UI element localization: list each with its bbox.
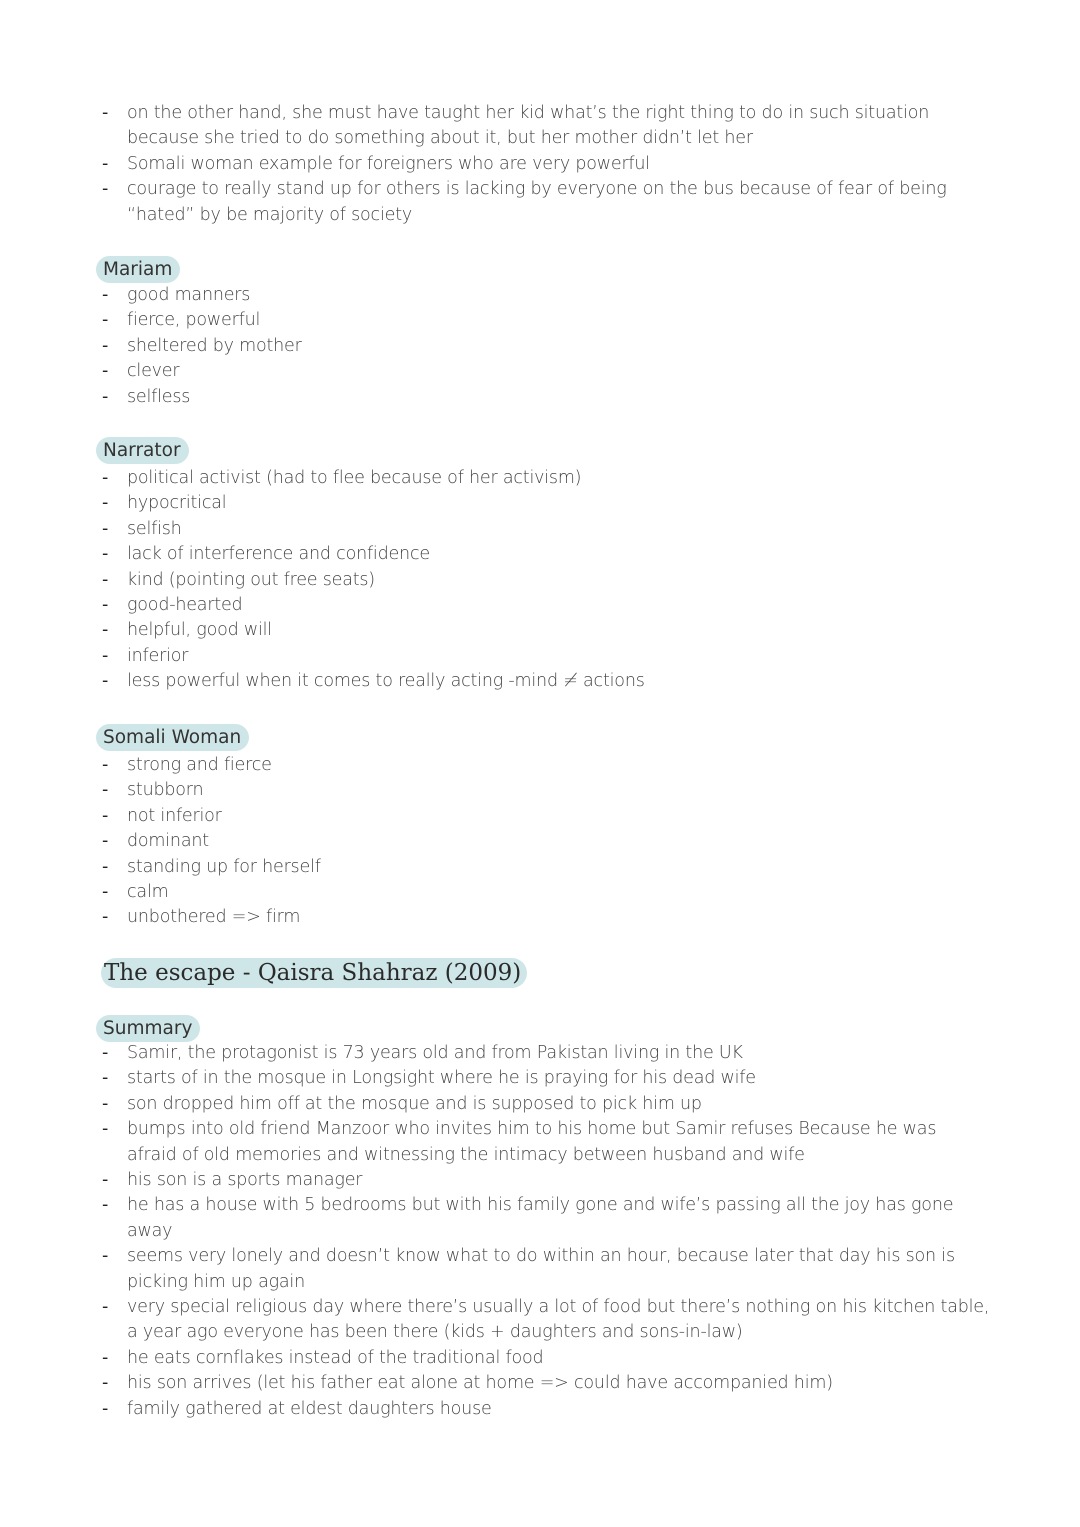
list-item: - good manners bbox=[100, 283, 990, 308]
narrator-bullet-list bbox=[100, 466, 990, 695]
list-item: - on the other hand, she must have taught her kid what’s the right thing to do in such situation because she tried to do something about it, but her mother didn’t let her bbox=[100, 101, 990, 152]
list-item: - his son is a sports manager bbox=[100, 1168, 990, 1193]
list-item: - he eats cornflakes instead of the traditional food bbox=[100, 1346, 990, 1371]
list-item: - helpful, good will bbox=[100, 618, 990, 643]
section-heading-mariam: Mariam bbox=[96, 256, 180, 283]
list-item: - stubborn bbox=[100, 778, 990, 803]
intro-bullet-list bbox=[100, 101, 990, 228]
list-item: - bumps into old friend Manzoor who invites him to his home but Samir refuses Because he was afraid of old memories and witnessing the intimacy between husband and wife bbox=[100, 1117, 990, 1168]
list-item: - clever bbox=[100, 359, 990, 384]
list-item: - Somali woman example for foreigners who are very powerful bbox=[100, 152, 990, 177]
list-item: - dominant bbox=[100, 829, 990, 854]
list-item: - lack of interference and confidence bbox=[100, 542, 990, 567]
summary-bullet-list bbox=[100, 1041, 990, 1422]
section-heading-somali-woman: Somali Woman bbox=[96, 724, 249, 751]
list-item: - selfish bbox=[100, 517, 990, 542]
list-item: - starts of in the mosque in Longsight where he is praying for his dead wife bbox=[100, 1066, 990, 1091]
list-item: - inferior bbox=[100, 644, 990, 669]
somali-woman-bullet-list bbox=[100, 753, 990, 931]
list-item: - very special religious day where there’s usually a lot of food but there’s nothing on his kitchen table, a year ago everyone has been there (kids + daughters and sons-in-law) bbox=[100, 1295, 990, 1346]
list-item: - courage to really stand up for others is lacking by everyone on the bus because of fear of being “hated” by be majority of society bbox=[100, 177, 990, 228]
list-item: - family gathered at eldest daughters house bbox=[100, 1397, 990, 1422]
list-item: - fierce, powerful bbox=[100, 308, 990, 333]
section-heading-summary: Summary bbox=[96, 1015, 200, 1042]
list-item: - good-hearted bbox=[100, 593, 990, 618]
list-item: - selfless bbox=[100, 385, 990, 410]
list-item: - standing up for herself bbox=[100, 855, 990, 880]
list-item: - less powerful when it comes to really acting -mind ≠ actions bbox=[100, 669, 990, 694]
list-item: - not inferior bbox=[100, 804, 990, 829]
list-item: - son dropped him off at the mosque and is supposed to pick him up bbox=[100, 1092, 990, 1117]
list-item: - unbothered => firm bbox=[100, 905, 990, 930]
list-item: - Samir, the protagonist is 73 years old and from Pakistan living in the UK bbox=[100, 1041, 990, 1066]
list-item: - seems very lonely and doesn’t know what to do within an hour, because later that day his son is picking him up again bbox=[100, 1244, 990, 1295]
section-heading-narrator: Narrator bbox=[96, 437, 189, 464]
list-item: - his son arrives (let his father eat alone at home => could have accompanied him) bbox=[100, 1371, 990, 1396]
list-item: - kind (pointing out free seats) bbox=[100, 568, 990, 593]
mariam-bullet-list bbox=[100, 283, 990, 410]
list-item: - hypocritical bbox=[100, 491, 990, 516]
list-item: - calm bbox=[100, 880, 990, 905]
list-item: - political activist (had to flee because of her activism) bbox=[100, 466, 990, 491]
list-item: - strong and fierce bbox=[100, 753, 990, 778]
list-item: - sheltered by mother bbox=[100, 334, 990, 359]
story-title: The escape - Qaisra Shahraz (2009) bbox=[101, 958, 527, 988]
list-item: - he has a house with 5 bedrooms but with his family gone and wife’s passing all the joy has gone away bbox=[100, 1193, 990, 1244]
